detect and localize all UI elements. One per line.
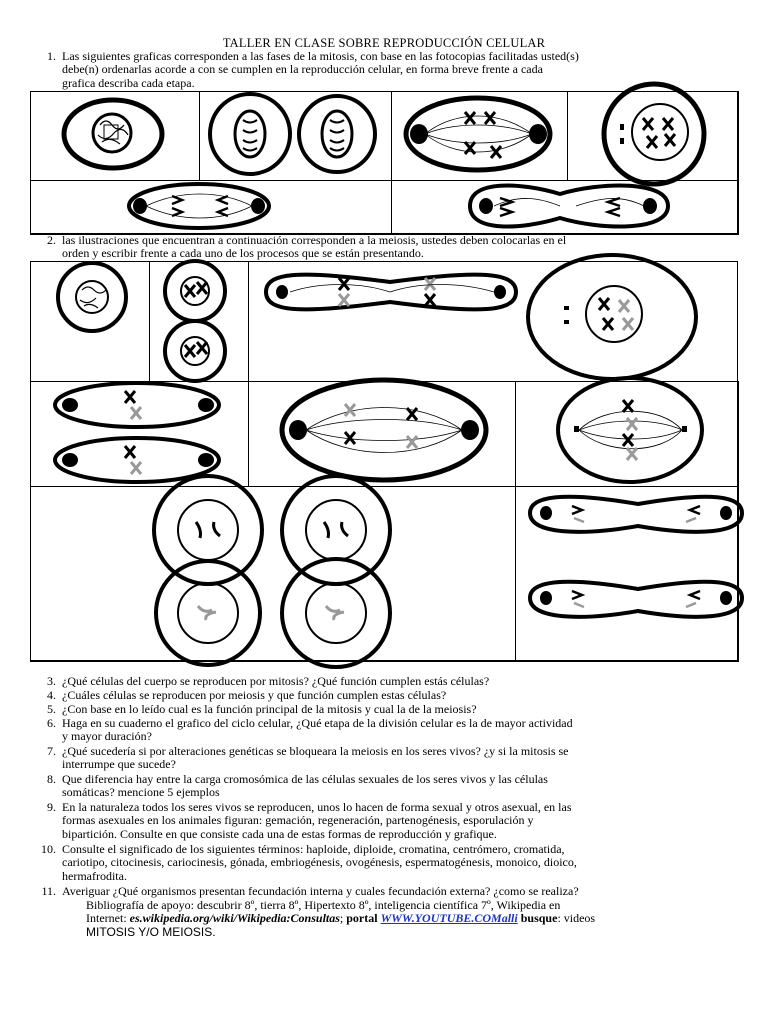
prophase-cell-illustration	[604, 84, 704, 184]
question-text-line: y mayor duración?	[62, 729, 152, 744]
question-7	[47, 744, 569, 772]
bibliography	[86, 899, 595, 939]
bibliography-line	[86, 912, 595, 925]
question-number: 7.	[47, 744, 56, 758]
question-3	[47, 674, 490, 688]
question-number: 9.	[47, 800, 56, 814]
question-11	[41, 884, 579, 898]
portal-label: portal	[346, 911, 378, 926]
anaphase-cell-illustration	[129, 184, 269, 228]
question-text-line: cariotipo, citocinesis, cariocinesis, gónada, embriogénesis, ovogénesis, espermatogénesis, monoico, dioico,	[62, 855, 577, 870]
busque-label: busque	[520, 911, 558, 926]
question-text-line: bipartición. Consulte en que consiste cada una de estas formas de reproducción y grafique.	[62, 826, 497, 841]
bibliography-line: Bibliografía de apoyo: descubrir 8º, tierra 8º, Hipertexto 8º, inteligencia científica 7º, Wikipedia en	[86, 898, 561, 912]
question-number: 5.	[47, 702, 56, 716]
bibliography-suffix: : videos	[557, 911, 596, 926]
question-9	[47, 800, 572, 841]
meiosis-cell-c	[30, 381, 249, 487]
question-text-line: interrumpe que sucede?	[62, 757, 176, 772]
question-number: 3.	[47, 674, 56, 688]
meiosis-cell-e	[515, 381, 739, 487]
question-text-line: Las siguientes graficas corresponden a las fases de la mitosis, con base en las fotocopias facilitadas usted(s)	[62, 49, 579, 63]
question-text-line: ¿Con base en lo leído cual es la función principal de la mitosis y cual la de la meiosis?	[62, 702, 477, 716]
question-text-line: grafica describa cada etapa.	[62, 75, 195, 90]
question-8	[47, 772, 548, 800]
question-text-line: somáticas? mencione 5 ejemplos	[62, 785, 220, 800]
question-text-line: ¿Qué células del cuerpo se reproducen por mitosis? ¿Qué función cumplen estás células?	[62, 674, 490, 688]
question-number: 10.	[41, 842, 56, 856]
meiosis-cell-a	[30, 261, 150, 382]
question-number: 1.	[47, 49, 56, 63]
youtube-link[interactable]: WWW.YOUTUBE.COMalli	[380, 911, 518, 926]
meiosis-cell-g	[515, 486, 739, 662]
two-daughter-cells-illustration	[210, 94, 375, 174]
question-number: 2.	[47, 233, 56, 247]
meiosis-cell-f	[30, 486, 516, 662]
question-number: 8.	[47, 772, 56, 786]
meiosis-figure-grid	[30, 261, 738, 661]
metaphase-cell-illustration	[406, 98, 550, 170]
question-2	[47, 233, 567, 261]
question-10	[41, 842, 577, 883]
question-text-line: ¿Qué sucedería si por alteraciones genéticas se bloqueara la meiosis en los seres vivos? ¿y si la mitosis se	[62, 744, 569, 758]
bibliography-prefix: Internet:	[86, 911, 130, 926]
question-text-line: Haga en su cuaderno el grafico del ciclo celular, ¿Qué etapa de la división celular es la de mayor actividad	[62, 716, 573, 730]
question-4	[47, 688, 447, 702]
question-text-line: hermafrodita.	[62, 868, 127, 883]
telophase-cell-illustration	[470, 185, 668, 226]
bibliography-line: MITOSIS Y/O MEIOSIS.	[86, 924, 216, 939]
question-text-line: Consulte el significado de los siguientes términos: haploide, diploide, cromatina, centrómero, cromatida,	[62, 842, 565, 856]
question-text-line: formas asexuales en los animales figuran: gemación, regeneración, partenogénesis, esporulación y	[62, 813, 534, 828]
meiosis-cell-d	[248, 381, 516, 487]
bibliography-separator: ;	[339, 911, 347, 926]
question-text-line: ¿Cuáles células se reproducen por meiosis y que función cumplen estas células?	[62, 688, 447, 702]
question-6	[47, 716, 573, 744]
question-text-line: las ilustraciones que encuentran a continuación corresponden a la meiosis, ustedes deben colocarlas en el	[62, 233, 567, 247]
question-text-line: En la naturaleza todos los seres vivos se reproducen, unos lo hacen de forma sexual y otros asexual, en las	[62, 800, 572, 814]
wikipedia-reference: es.wikipedia.org/wiki/Wikipedia:Consultas	[129, 911, 340, 926]
meiosis-cell-b	[149, 261, 249, 382]
question-text-line: orden y escribir frente a cada uno de los procesos que se están presentando.	[62, 246, 424, 261]
question-text-line: debe(n) ordenarlas acorde a con se cumplen en la reproducción celular, en forma breve frente a cada	[62, 62, 543, 77]
page-title: TALLER EN CLASE SOBRE REPRODUCCIÓN CELULAR	[222, 36, 546, 50]
question-text-line: Averiguar ¿Qué organismos presentan fecundación interna y cuales fecundación externa? ¿como se realiza?	[62, 884, 579, 898]
question-number: 6.	[47, 716, 56, 730]
question-5	[47, 702, 477, 716]
interphase-cell-illustration	[64, 100, 162, 168]
question-number: 4.	[47, 688, 56, 702]
question-text-line: Que diferencia hay entre la carga cromosómica de las células sexuales de los seres vivos y las células	[62, 772, 548, 786]
question-number: 11.	[41, 884, 56, 898]
